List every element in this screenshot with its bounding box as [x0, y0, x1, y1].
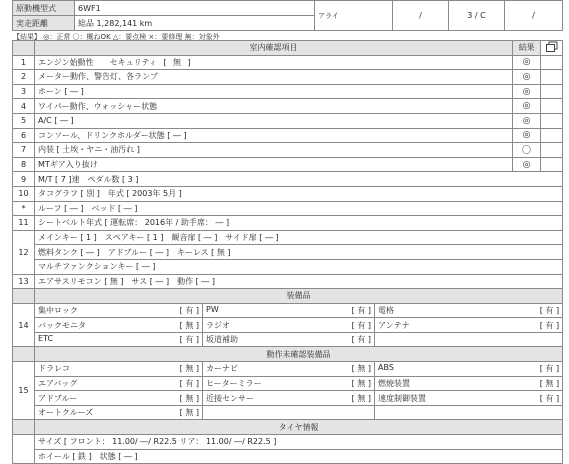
row-text: ホーン [ ― ] — [35, 84, 513, 99]
air-suspension-row: エアサスリモコン [ 無 ] サス [ ― ] 動作 [ ― ] — [35, 274, 563, 289]
interior-section-title: 室内確認項目 — [35, 41, 513, 56]
unconfirmed-cell: ドラレコ [ 無 ] — [35, 362, 203, 377]
unconfirmed-cell: 速度制御装置 [ 有 ] — [375, 391, 563, 406]
row-text: ワイパー動作、ウォッシャー状態 — [35, 99, 513, 114]
unconfirmed-cell: 近接センサー [ 無 ] — [203, 391, 375, 406]
row-text: MTギア入り抜け — [35, 157, 513, 172]
table-row: 6 コンソール、ドリンクホルダー状態 [ ― ] ◎ — [13, 128, 563, 143]
table-row: * ルーフ [ ― ] ベッド [ ― ] — [13, 201, 563, 216]
result-mark: ◎ — [513, 55, 541, 70]
unconfirmed-cell: 燃焼装置 [ 無 ] — [375, 376, 563, 391]
table-row — [13, 391, 563, 406]
mileage-value: 総品 1,282,141 km — [75, 16, 315, 31]
table-row: 2 メーター動作、警告灯、各ランプ ◎ — [13, 70, 563, 85]
model-label: 原動機型式 — [13, 1, 75, 16]
table-row: 7 内装 [ 土埃・ヤニ・油汚れ ] 〇 — [13, 143, 563, 158]
result-mark: ◎ — [513, 99, 541, 114]
unconfirmed-cell: ABS [ 有 ] — [375, 362, 563, 377]
tire-size-row: サイズ [ フロント： 11.00/ ―/ R22.5 リア： 11.00/ ―/ R22.5 ] — [35, 435, 563, 450]
roof-bed-row: ルーフ [ ― ] ベッド [ ― ] — [35, 201, 563, 216]
result-mark: ◎ — [513, 128, 541, 143]
row-text: A/C [ ― ] — [35, 113, 513, 128]
unconfirmed-cell: アドブルー [ 無 ] — [35, 391, 203, 406]
fuel-tank-row: 燃料タンク [ ― ] アドブルー [ ― ] キーレス [ 無 ] — [35, 245, 563, 260]
vehicle-summary-table — [12, 0, 563, 31]
result-mark: ◎ — [513, 113, 541, 128]
inspection-table — [12, 40, 563, 464]
alignment-label: アライ — [315, 1, 393, 31]
table-row — [13, 332, 563, 347]
result-mark: ◎ — [513, 84, 541, 99]
tachograph-row: タコグラフ [ 別 ] 年式 [ 2003年 5月 ] — [35, 186, 563, 201]
result-legend: 【結果】 ◎：正常 〇：概ねOK △：要点検 ×：要修理 無：対象外 — [13, 33, 220, 41]
alignment-value-1: / — [393, 1, 449, 31]
table-row: 5 A/C [ ― ] ◎ — [13, 113, 563, 128]
mileage-label: 実走距離 — [13, 16, 75, 31]
table-row: 13 エアサスリモコン [ 無 ] サス [ ― ] 動作 [ ― ] — [13, 274, 563, 289]
table-row: 9 M/T [ 7 ]速 ペダル数 [ 3 ] — [13, 172, 563, 187]
row-text: 内装 [ 土埃・ヤニ・油汚れ ] — [35, 143, 513, 158]
table-row: 11 シートベルト年式 [ 運転席： 2016年 / 助手席： ― ] — [13, 216, 563, 231]
copy-icon[interactable] — [541, 41, 563, 56]
table-row — [13, 405, 563, 420]
row-text: メーター動作、警告灯、各ランプ — [35, 70, 513, 85]
table-row — [13, 449, 563, 464]
table-row — [13, 318, 563, 333]
row-text: コンソール、ドリンクホルダー状態 [ ― ] — [35, 128, 513, 143]
seatbelt-row: シートベルト年式 [ 運転席： 2016年 / 助手席： ― ] — [35, 216, 563, 231]
table-row: 14 集中ロック [ 有 ] PW [ 有 ] 電格 [ 有 ] — [13, 303, 563, 318]
equipment-cell: アンテナ [ 有 ] — [375, 318, 563, 333]
alignment-value-3: / — [505, 1, 563, 31]
alignment-value-2: 3 / C — [449, 1, 505, 31]
result-mark: ◎ — [513, 157, 541, 172]
equipment-cell — [375, 332, 563, 347]
table-row: 10 タコグラフ [ 別 ] 年式 [ 2003年 5月 ] — [13, 186, 563, 201]
unconfirmed-cell: ヒーターミラー [ 無 ] — [203, 376, 375, 391]
equipment-cell: 電格 [ 有 ] — [375, 303, 563, 318]
row-text: エンジン始動性 セキュリティ [ 無 ] — [35, 55, 513, 70]
table-row: 12 メインキー [ 1 ] スペアキー [ 1 ] 観音扉 [ ― ] サイド扉 [ ― ] — [13, 230, 563, 245]
keys-row: メインキー [ 1 ] スペアキー [ 1 ] 観音扉 [ ― ] サイド扉 [ ― ] — [35, 230, 563, 245]
unconfirmed-cell: エアバッグ [ 有 ] — [35, 376, 203, 391]
table-row: 3 ホーン [ ― ] ◎ — [13, 84, 563, 99]
equipment-section-title: 装備品 — [35, 289, 563, 304]
unconfirmed-section-title: 動作未確認装備品 — [35, 347, 563, 362]
wheel-row: ホイール [ 鉄 ] 状態 [ ― ] — [35, 449, 563, 464]
table-row: 15 ドラレコ [ 無 ] カーナビ [ 無 ] ABS [ 有 ] — [13, 362, 563, 377]
equipment-cell: ETC [ 有 ] — [35, 332, 203, 347]
multifunction-key-row: マルチファンクションキー [ ― ] — [35, 259, 563, 274]
table-row — [13, 435, 563, 450]
result-mark: 〇 — [513, 143, 541, 158]
equipment-cell: ラジオ [ 有 ] — [203, 318, 375, 333]
equipment-cell: PW [ 有 ] — [203, 303, 375, 318]
table-row — [13, 259, 563, 274]
transmission-row: M/T [ 7 ]速 ペダル数 [ 3 ] — [35, 172, 563, 187]
table-row — [13, 376, 563, 391]
table-row — [13, 245, 563, 260]
tire-section-title: タイヤ情報 — [35, 420, 563, 435]
result-header: 結果 — [513, 41, 541, 56]
equipment-cell: 坂道補助 [ 有 ] — [203, 332, 375, 347]
unconfirmed-cell: オートクルーズ [ 無 ] — [35, 405, 203, 420]
equipment-cell: 集中ロック [ 有 ] — [35, 303, 203, 318]
table-row: 8 MTギア入り抜け ◎ — [13, 157, 563, 172]
table-row: 1 エンジン始動性 セキュリティ [ 無 ] ◎ — [13, 55, 563, 70]
model-value: 6WF1 — [75, 1, 315, 16]
result-mark: ◎ — [513, 70, 541, 85]
unconfirmed-cell: カーナビ [ 無 ] — [203, 362, 375, 377]
equipment-cell: バックモニタ [ 無 ] — [35, 318, 203, 333]
table-row: 4 ワイパー動作、ウォッシャー状態 ◎ — [13, 99, 563, 114]
